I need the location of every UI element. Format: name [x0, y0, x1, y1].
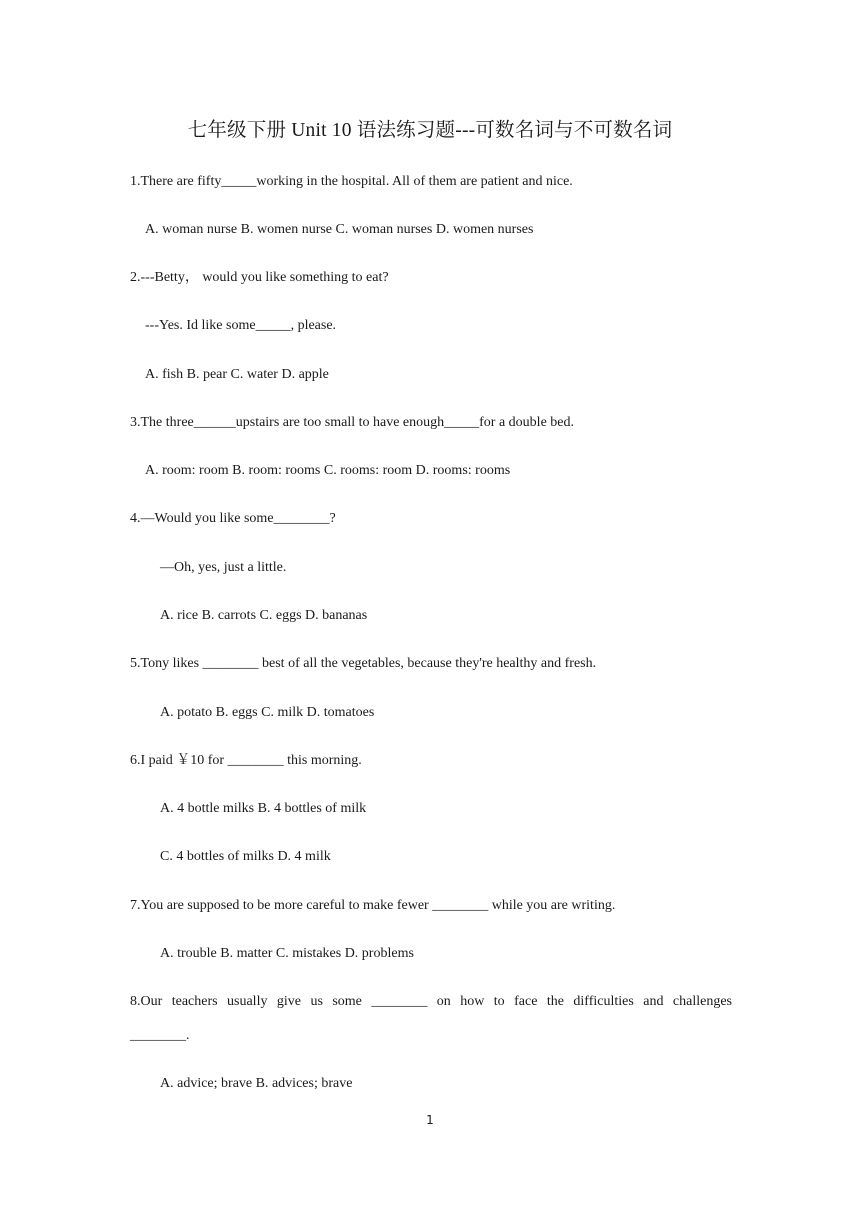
page-number: 1 — [426, 1113, 434, 1127]
question-5-options: A. potato B. eggs C. milk D. tomatoes — [160, 705, 375, 720]
question-4-stem: 4.—Would you like some________? — [130, 511, 336, 526]
question-7-stem: 7.You are supposed to be more careful to make fewer ________ while you are writing. — [130, 898, 616, 913]
question-3-options: A. room: room B. room: rooms C. rooms: room D. rooms: rooms — [145, 463, 511, 478]
question-4-options: A. rice B. carrots C. eggs D. bananas — [160, 608, 368, 623]
question-6-options-row-2: C. 4 bottles of milks D. 4 milk — [160, 849, 331, 864]
question-8-stem-line-1: 8.Our teachers usually give us some ________ on how to face the difficulties and challenges — [130, 994, 732, 1009]
question-1-stem: 1.There are fifty_____working in the hospital. All of them are patient and nice. — [130, 174, 573, 189]
question-2-reply: ---Yes. Id like some_____, please. — [145, 318, 337, 333]
question-2-options: A. fish B. pear C. water D. apple — [145, 367, 329, 382]
question-7-options: A. trouble B. matter C. mistakes D. problems — [160, 946, 414, 961]
question-4-reply: —Oh, yes, just a little. — [160, 560, 287, 575]
question-6-options-row-1: A. 4 bottle milks B. 4 bottles of milk — [160, 801, 367, 816]
question-8-options: A. advice; brave B. advices; brave — [160, 1076, 353, 1091]
question-5-stem: 5.Tony likes ________ best of all the vegetables, because they're healthy and fresh. — [130, 656, 597, 671]
question-8-stem-line-2: ________. — [130, 1028, 190, 1043]
question-1-options: A. woman nurse B. women nurse C. woman nurses D. women nurses — [145, 222, 534, 237]
question-2-stem: 2.---Betty， would you like something to eat? — [130, 270, 389, 285]
page-title: 七年级下册 Unit 10 语法练习题---可数名词与不可数名词 — [187, 120, 673, 141]
question-3-stem: 3.The three______upstairs are too small to have enough_____for a double bed. — [130, 415, 574, 430]
question-6-stem: 6.I paid ￥10 for ________ this morning. — [130, 753, 362, 768]
